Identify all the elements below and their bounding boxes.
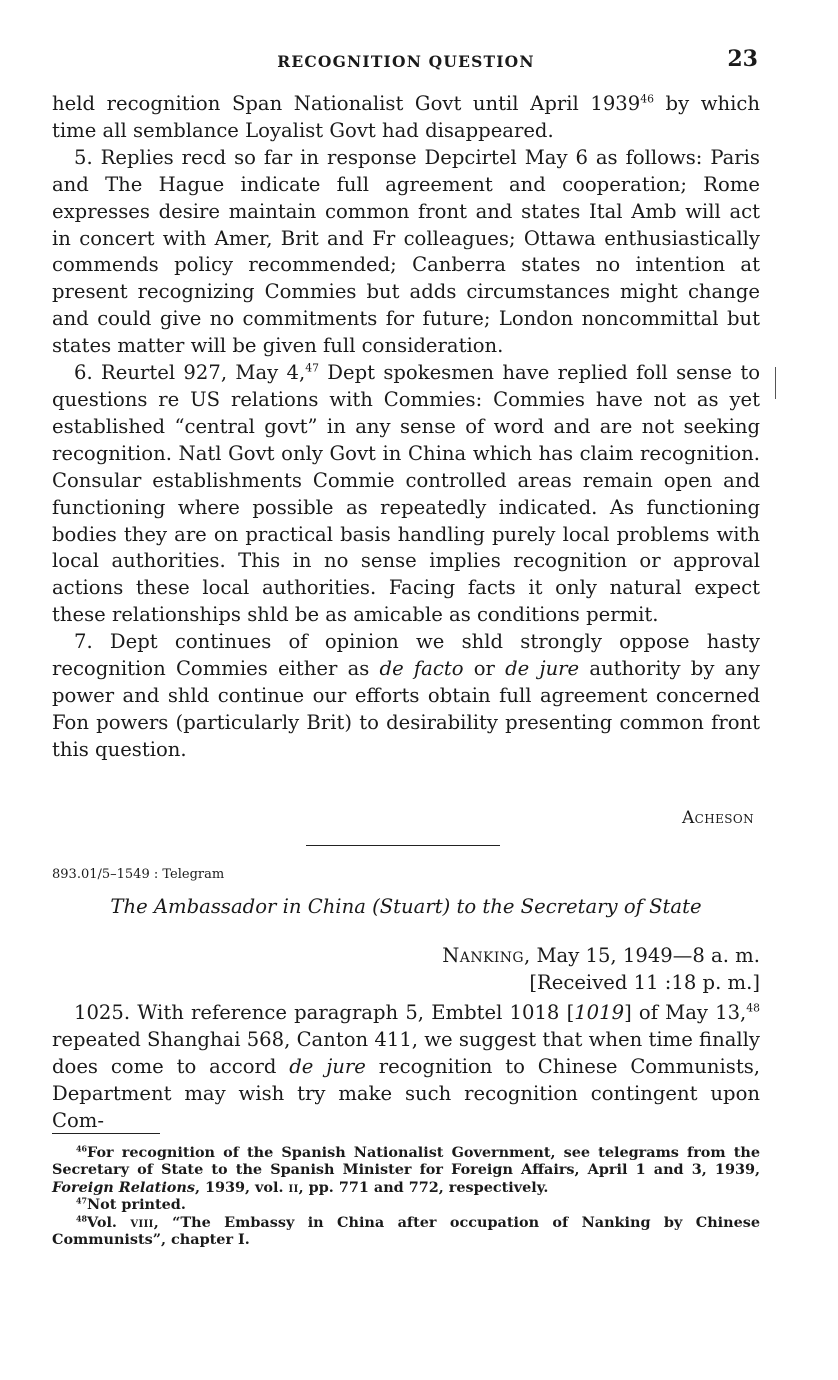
footnote-46: $^{46}$For recognition of the Spanish Nationalist Government, see telegrams from the Secretary of State to the Spanish Minister for Foreign Affairs, April 1 and 3, 1939, Foreign Relations, 1939, vol. ii, pp. 771 and 772, respectively. [52, 1144, 760, 1196]
paragraph-5: 5. Replies recd so far in response Depcirtel May 6 as follows: Paris and The Hague indicate full agreement and cooperation; Rome expresses desire maintain common front and states Ital Amb will act in concert with Amer, Brit and Fr colleagues; Ottawa enthusiastically commends policy recommended; Canberra states no intention at present recognizing Commies but adds circumstances might change and could give no commitments for future; London noncommittal but states matter will be given full consideration. [52, 145, 760, 358]
margin-mark [775, 367, 776, 399]
file-reference: 893.01/5–1549 : Telegram [52, 867, 225, 882]
page-number: 23 [727, 46, 758, 72]
paragraph-1025: 1025. With reference paragraph 5, Embtel 1018 [1019] of May 13,48 repeated Shanghai 568, Canton 411, we suggest that when time finally does come to accord de jure recognition to Chinese Communists, Department may wish try make such recognition contingent upon Com- [52, 1001, 760, 1132]
date-place: Nanking, May 15, 1949—8 a. m. [442, 944, 760, 967]
received-time: [Received 11 :18 p. m.] [529, 971, 760, 994]
footnote-ref-48: 48 [746, 1001, 760, 1015]
signature: Acheson [681, 808, 754, 828]
telegram-1025-body [52, 1000, 760, 1135]
footnote-47: $^{47}$Not printed. [76, 1196, 186, 1214]
footnote-rule [52, 1133, 160, 1134]
footnote-ref-47: 47 [305, 361, 319, 375]
footnote-ref-46: 46 [640, 92, 654, 106]
page-header [52, 44, 760, 76]
footnotes [52, 1144, 760, 1248]
paragraph-6: 6. Reurtel 927, May 4,47 Dept spokesmen have replied foll sense to questions re US relations with Commies: Commies have not as yet established “central govt” in any sense of word and are not seeking recognition. Natl Govt only Govt in China which has claim recognition. Consular establishments Commie controlled areas remain open and functioning where possible as repeatedly indicated. As functioning bodies they are on practical basis handling purely local problems with local authorities. This in no sense implies recognition or approval actions these local authorities. Facing facts it only natural expect these relationships shld be as amicable as conditions permit. [52, 361, 760, 627]
dateline [442, 942, 760, 996]
section-divider [306, 845, 500, 846]
telegram-body [52, 91, 760, 764]
paragraph-continuation: held recognition Span Nationalist Govt until April 1939$^{46}$ by which time all semblance Loyalist Govt had disappeared. [52, 92, 760, 142]
document-heading: The Ambassador in China (Stuart) to the Secretary of State [110, 895, 702, 918]
paragraph-7: 7. Dept continues of opinion we shld strongly oppose hasty recognition Commies either as de facto or de jure authority by any power and shld continue our efforts obtain full agreement concerned Fon powers (particularly Brit) to desirability presenting common front this question. [52, 630, 760, 761]
running-head: RECOGNITION QUESTION [277, 52, 535, 71]
footnote-48: $^{48}$Vol. viii, “The Embassy in China after occupation of Nanking by Chinese Communists”, chapter I. [52, 1213, 760, 1249]
